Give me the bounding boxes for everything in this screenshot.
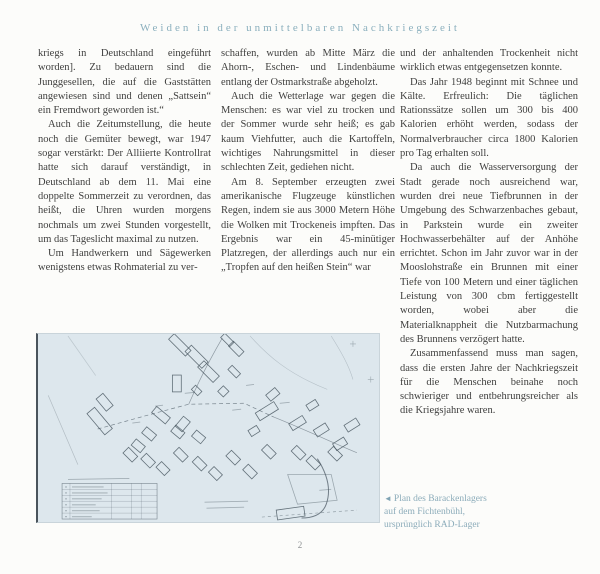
paragraph: Auch die Zeitumstellung, die heute noch die Gemüter bewegt, war 1947 sogar verstärkt: Der Alliierte Kontrollrat hatte sich darauf verständigt, in Deutschland ab dem 11. Mai eine doppelte Sommerzeit zu verordnen, das heißt, die Uhren wurden morgens nochmals um zwei Stunden vorgestellt, um das Tageslicht maximal zu nutzen. — [38, 119, 211, 245]
page-number: 2 — [297, 540, 303, 550]
paragraph: kriegs in Deutschland eingeführt worden]. Zu bedauern sind die Junggesellen, die auf die Gaststätten angewiesen sind und denen „Sattsein“ ein Fremdwort geworden ist.“ — [38, 48, 211, 117]
page-title: Weiden in der unmittelbaren Nachkriegszeit — [140, 22, 460, 34]
text-column-2 — [221, 47, 395, 276]
paragraph: Um Handwerkern und Sägewerken wenigstens etwas Rohmaterial zu ver- — [38, 248, 211, 274]
paragraph: Auch die Wetterlage war gegen die Menschen: es war viel zu trocken und der Sommer wurde sehr heiß; es gab kaum Viehfutter, auch die Kartoffeln, wichtiges Nahrungsmittel in dieser schlechten Zeit, gediehen nicht. — [221, 90, 395, 174]
caption-line — [384, 492, 524, 506]
barracks-site-plan — [36, 333, 380, 523]
map-drawing — [38, 334, 379, 522]
caption-arrow-icon: ◄ — [384, 494, 392, 503]
paragraph: Am 8. September erzeugten zwei amerikanische Flugzeuge künstlichen Regen, indem sie aus 3000 Metern Höhe die Wolken mit Trockeneis impften. Das Ergebnis war ein 45-minütiger Platzregen, der allerdings auch nur ein „Tropfen auf den heißen Stein“ war — [221, 176, 395, 274]
paragraph: Da auch die Wasserversorgung der Stadt gerade noch ausreichend war, wurden drei neue Tiefbrunnen in der Umgebung des Schwarzenbaches gebaut, in Parkstein wurde ein zweiter Hochwasserbehälter auf der Anhöhe errichtet. Schon im Jahr zuvor war in der Mooslohstraße ein Brunnen mit einer Tiefe von 100 Metern und einer täglichen Leistung von 300 cbm fertiggestellt worden, wobei aber die Materialknappheit die Nutzbarmachung des Brunnens verzögert hatte. — [400, 162, 578, 345]
paragraph: schaffen, wurden ab Mitte März die Ahorn-, Eschen- und Lindenbäume entlang der Ostmarkstraße abgeholzt. — [221, 48, 395, 88]
caption-text: Plan des Barackenlagers — [393, 494, 487, 504]
map-caption — [384, 492, 524, 532]
text-column-1 — [38, 47, 211, 276]
paragraph: Zusammenfassend muss man sagen, dass die ersten Jahre der Nachkriegszeit für die Menschen beinahe noch schwieriger und entbehrungsreicher als die Kriegsjahre waren. — [400, 348, 578, 417]
caption-line: ursprünglich RAD-Lager — [384, 520, 480, 530]
paragraph: Das Jahr 1948 beginnt mit Schnee und Kälte. Erfreulich: Die täglichen Rationssätze sollen um 300 bis 400 Kalorien erhöht werden, sodass der Normalverbraucher circa 1800 Kalorien pro Tag erhalten soll. — [400, 76, 578, 160]
paragraph: und der anhaltenden Trockenheit nicht wirklich etwas entgegensetzen konnte. — [400, 48, 578, 74]
text-column-3 — [400, 47, 578, 419]
caption-line: auf dem Fichtenbühl, — [384, 507, 465, 517]
